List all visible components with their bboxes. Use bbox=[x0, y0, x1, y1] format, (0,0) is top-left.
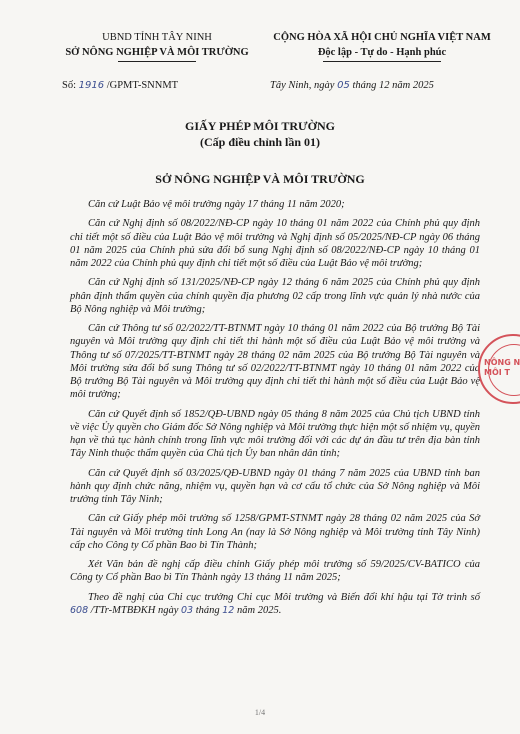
p9-text: /TTr-MTBĐKH ngày bbox=[88, 604, 181, 616]
p9-number-handwritten: 608 bbox=[70, 604, 89, 616]
official-seal bbox=[478, 334, 520, 404]
basis-paragraph: Căn cứ Thông tư số 02/2022/TT-BTNMT ngày 10 tháng 01 năm 2022 của Bộ trưởng Bộ Tài nguyên và Môi trường quy định chi tiết thi hành một số điều của Luật Bảo vệ môi trường và Thông tư số 07/2025/TT-BTNMT ngày 28 tháng 02 năm 2025 của Bộ trưởng Bộ Tài nguyên và Môi trường sửa đổi bổ sung Thông tư số 02/2022/TT-BTNMT ngày 10 tháng 01 năm 2022 của Bộ trưởng Bộ Tài nguyên và Môi trường quy định chi tiết thi hành một số điều của Luật Bảo vệ môi trường; bbox=[70, 323, 480, 401]
p9-day-handwritten: 03 bbox=[181, 604, 194, 616]
p9-text: năm 2025. bbox=[234, 604, 282, 616]
title-line2: (Cấp điều chỉnh lần 01) bbox=[199, 135, 321, 149]
seal-text-line1: NÔNG N bbox=[484, 358, 520, 367]
header-underline bbox=[118, 61, 196, 62]
province-committee: UBND TỈNH TÂY NINH bbox=[102, 32, 212, 43]
p9-text: tháng bbox=[193, 604, 223, 616]
p9-text: Theo đề nghị của Chi cục trưởng Chi cục Môi trường và Biến đổi khí hậu tại Tờ trình số bbox=[88, 591, 480, 603]
basis-paragraph: Căn cứ Quyết định số 1852/QĐ-UBND ngày 05 tháng 8 năm 2025 của Chủ tịch UBND tỉnh về việc Ủy quyền cho Giám đốc Sở Nông nghiệp và Môi trường thực hiện một số nhiệm vụ, quyền hạn về thủ tục hành chính trong lĩnh vực môi trường đối với các dự án đầu tư trên địa bàn tỉnh Tây Ninh thuộc thẩm quyền của Chủ tịch Ủy ban nhân dân tỉnh; bbox=[70, 408, 480, 460]
basis-paragraph: Xét Văn bản đề nghị cấp điều chỉnh Giấy phép môi trường số 59/2025/CV-BATICO của Công ty Cổ phần Bao bì Tín Thành ngày 13 tháng 11 năm 2025; bbox=[70, 559, 480, 584]
date-day-handwritten: 05 bbox=[337, 80, 350, 91]
doc-number-handwritten: 1916 bbox=[78, 80, 105, 91]
basis-paragraph: Căn cứ Quyết định số 03/2025/QĐ-UBND ngày 01 tháng 7 năm 2025 của UBND tỉnh ban hành quy định chức năng, nhiệm vụ, quyền hạn và cơ cấu tổ chức của Sở Nông nghiệp và Môi trường tỉnh Tây Ninh; bbox=[70, 467, 480, 505]
place-date-prefix: Tây Ninh, ngày bbox=[270, 80, 338, 91]
issuing-authority: SỞ NÔNG NGHIỆP VÀ MÔI TRƯỜNG bbox=[155, 172, 365, 186]
basis-paragraph: Căn cứ Giấy phép môi trường số 1258/GPMT-STNMT ngày 28 tháng 02 năm 2025 của Sở Tài nguyên và Môi trường tỉnh Long An (nay là Sở Nông nghiệp và Môi trường tỉnh Tây Ninh) cấp cho Công ty Cổ phần Bao bì Tín Thành; bbox=[70, 513, 480, 551]
legal-bases bbox=[70, 198, 480, 623]
title-line1: GIẤY PHÉP MÔI TRƯỜNG bbox=[185, 119, 335, 133]
place-date-rest: tháng 12 năm 2025 bbox=[349, 80, 434, 91]
national-motto: Độc lập - Tự do - Hạnh phúc bbox=[317, 47, 447, 58]
doc-number-prefix: Số: bbox=[62, 80, 79, 91]
seal-text-line2: MÔI T bbox=[484, 368, 510, 377]
issuing-agency-header bbox=[52, 30, 262, 62]
page-number: 1/4 bbox=[254, 708, 266, 717]
basis-paragraph: Căn cứ Nghị định số 131/2025/NĐ-CP ngày 12 tháng 6 năm 2025 của Chính phủ quy định phân định thẩm quyền của chính quyền địa phương 02 cấp trong lĩnh vực quản lý nhà nước của Bộ Nông nghiệp và Môi trường; bbox=[70, 277, 480, 315]
seal-text bbox=[484, 358, 520, 378]
document-number bbox=[62, 80, 178, 91]
basis-paragraph bbox=[70, 591, 480, 617]
basis-paragraph: Căn cứ Nghị định số 08/2022/NĐ-CP ngày 10 tháng 01 năm 2022 của Chính phủ quy định chi tiết một số điều của Luật Bảo vệ môi trường và Nghị định số 05/2025/NĐ-CP ngày 06 tháng 01 năm 2025 của Chính phủ sửa đổi bổ sung Nghị định số 08/2022/NĐ-CP ngày 10 tháng 01 năm 2022 của Chính phủ quy định chi tiết một số điều của Luật Bảo vệ môi trường; bbox=[70, 218, 480, 269]
place-date bbox=[270, 80, 434, 91]
doc-number-suffix: /GPMT-SNNMT bbox=[104, 80, 179, 91]
department-name: SỞ NÔNG NGHIỆP VÀ MÔI TRƯỜNG bbox=[65, 47, 249, 58]
national-header bbox=[262, 30, 502, 62]
document-title bbox=[0, 118, 520, 150]
p9-month-handwritten: 12 bbox=[222, 604, 235, 616]
motto-underline bbox=[323, 61, 441, 62]
basis-paragraph: Căn cứ Luật Bảo vệ môi trường ngày 17 tháng 11 năm 2020; bbox=[88, 199, 345, 210]
nation-name: CỘNG HÒA XÃ HỘI CHỦ NGHĨA VIỆT NAM bbox=[273, 32, 491, 43]
